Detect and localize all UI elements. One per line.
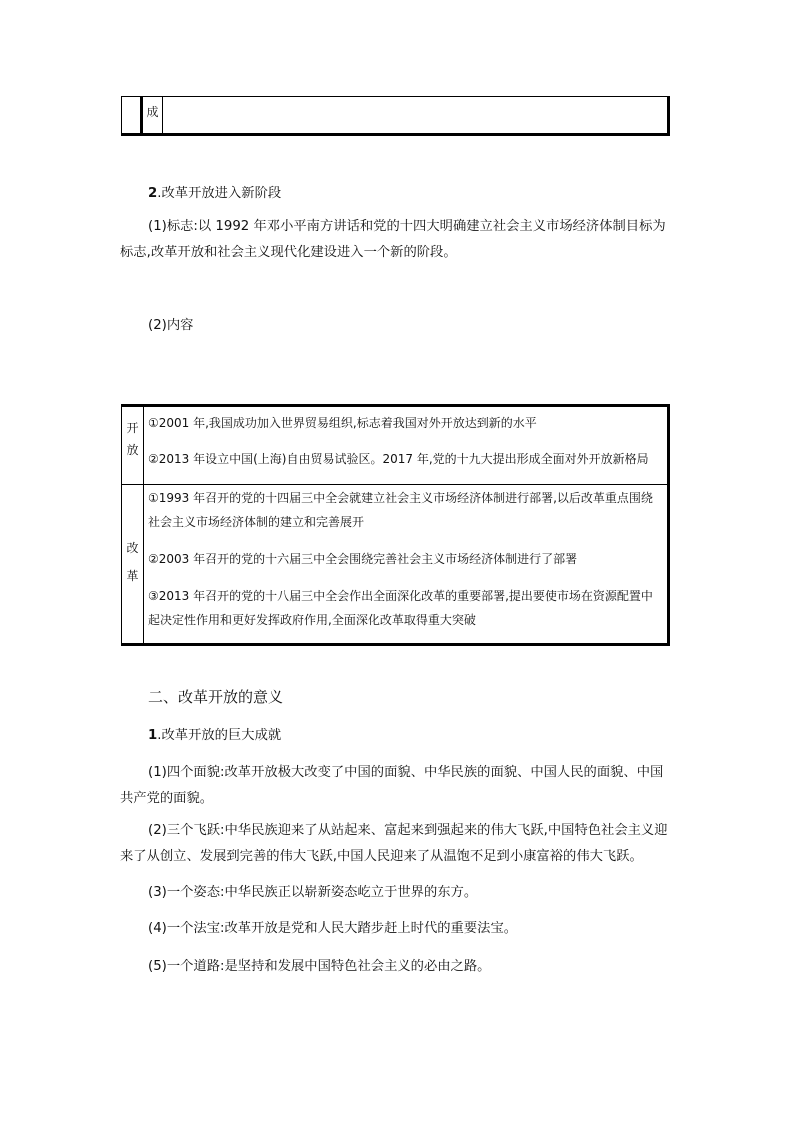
reform-item-3: ③2013 年召开的党的十八届三中全会作出全面深化改革的重要部署,提出要使市场在资源配置中起决定性作用和更好发挥政府作用,全面深化改革取得重大突破 xyxy=(148,589,653,627)
achievement-item-4: (4)一个法宝:改革开放是党和人民大踏步赶上时代的重要法宝。 xyxy=(148,921,518,936)
reform-label-char-2: 革 xyxy=(126,569,139,583)
section-title: 二、改革开放的意义 xyxy=(148,688,284,706)
subsection-number: 1 xyxy=(148,728,158,743)
reform-opening-table xyxy=(121,404,670,646)
heading-text: .改革开放进入新阶段 xyxy=(157,186,282,201)
achievement-item-5: (5)一个道路:是坚持和发展中国特色社会主义的必由之路。 xyxy=(148,959,491,974)
reform-label-char-1: 改 xyxy=(126,541,139,555)
subsection-text: .改革开放的巨大成就 xyxy=(157,728,282,743)
continued-table-fragment xyxy=(121,96,670,136)
reform-label-cell xyxy=(122,485,144,643)
table-cell-empty xyxy=(122,97,143,133)
open-item-1: ①2001 年,我国成功加入世界贸易组织,标志着我国对外开放达到新的水平 xyxy=(148,416,537,430)
table-cell-char: 成 xyxy=(143,97,163,133)
open-label-char-1: 开 xyxy=(126,421,139,435)
reform-item-1: ①1993 年召开的党的十四届三中全会就建立社会主义市场经济体制进行部署,以后改革重点围绕社会主义市场经济体制的建立和完善展开 xyxy=(148,491,653,529)
subsection-heading xyxy=(148,724,281,743)
open-label-char-2: 放 xyxy=(126,443,139,457)
open-label-cell xyxy=(122,407,144,485)
paragraph-sign: (1)标志:以 1992 年邓小平南方讲话和党的十四大明确建立社会主义市场经济体制目标为标志,改革开放和社会主义现代化建设进入一个新的阶段。 xyxy=(120,219,666,260)
reform-item-2: ②2003 年召开的党的十六届三中全会围绕完善社会主义市场经济体制进行了部署 xyxy=(148,552,578,566)
open-item-2: ②2013 年设立中国(上海)自由贸易试验区。2017 年,党的十九大提出形成全面对外开放新格局 xyxy=(148,452,649,466)
achievement-item-2: (2)三个飞跃:中华民族迎来了从站起来、富起来到强起来的伟大飞跃,中国特色社会主义迎来了从创立、发展到完善的伟大飞跃,中国人民迎来了从温饱不足到小康富裕的伟大飞跃。 xyxy=(120,823,668,864)
row-divider xyxy=(122,484,667,485)
paragraph-content: (2)内容 xyxy=(148,318,194,333)
achievement-item-3: (3)一个姿态:中华民族正以崭新姿态屹立于世界的东方。 xyxy=(148,885,478,900)
achievement-item-1: (1)四个面貌:改革开放极大改变了中国的面貌、中华民族的面貌、中国人民的面貌、中国共产党的面貌。 xyxy=(120,765,664,806)
section-heading xyxy=(148,182,281,201)
heading-number: 2 xyxy=(148,186,158,201)
